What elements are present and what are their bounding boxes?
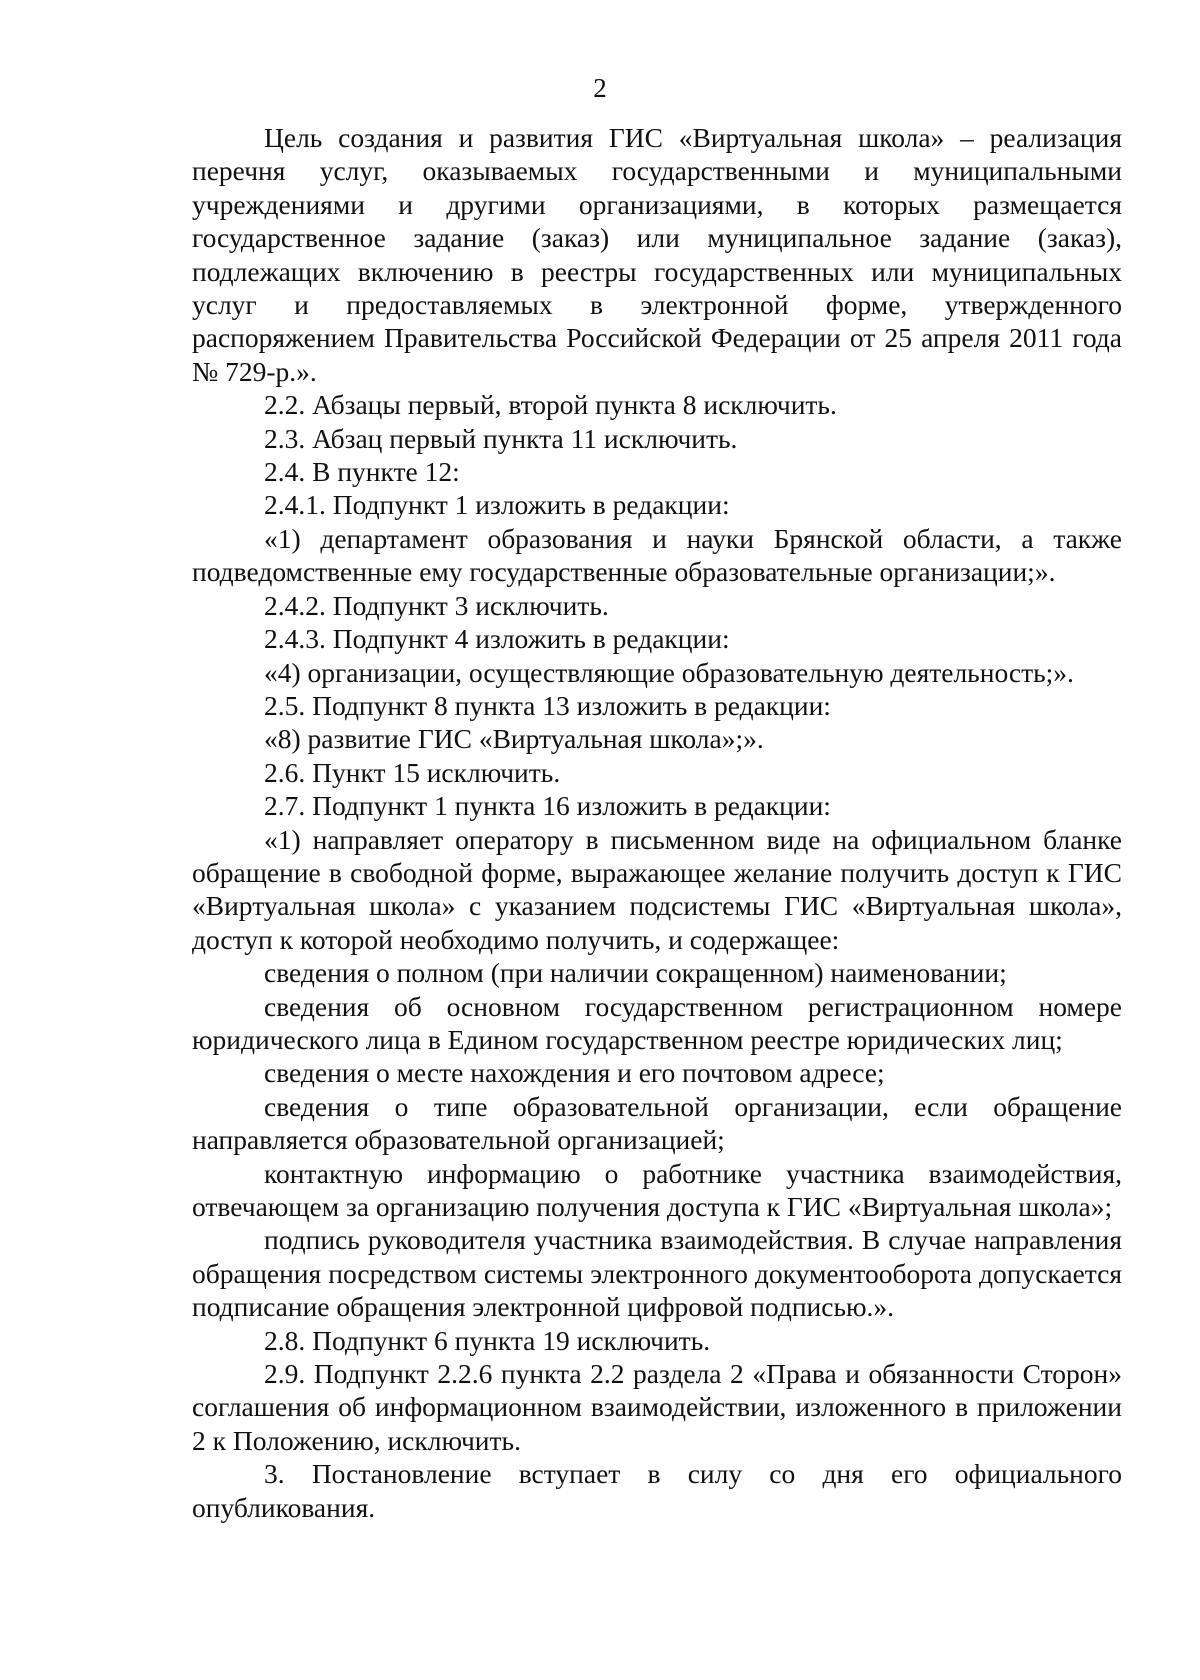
paragraph-subpoint-1-request: «1) направляет оператору в письменном виде на официальном бланке обращение в свободной форме, выражающее желание получить доступ к ГИС «Виртуальная школа» с указанием подсистемы ГИС «Виртуальная школа», доступ к которой необходимо получить, и содержащее: xyxy=(192,823,1122,955)
paragraph-2-4-2: 2.4.2. Подпункт 3 исключить. xyxy=(264,589,609,621)
paragraph-2-4-1: 2.4.1. Подпункт 1 изложить в редакции: xyxy=(264,489,730,521)
paragraph-2-2: 2.2. Абзацы первый, второй пункта 8 исключить. xyxy=(264,389,837,421)
paragraph-2-5: 2.5. Подпункт 8 пункта 13 изложить в редакции: xyxy=(264,689,831,721)
paragraph-2-7: 2.7. Подпункт 1 пункта 16 изложить в редакции: xyxy=(264,790,831,822)
paragraph-goal: Цель создания и развития ГИС «Виртуальная школа» – реализация перечня услуг, оказываемых государственными и муниципальными учреждениями и другими организациями, в которых размещается государственное задание (заказ) или муниципальное задание (заказ), подлежащих включению в реестры государственных или муниципальных услуг и предоставляемых в электронной форме, утвержденного распоряжением Правительства Российской Федерации от 25 апреля 2011 года № 729-р.». xyxy=(192,122,1122,387)
paragraph-2-4: 2.4. В пункте 12: xyxy=(264,456,460,488)
paragraph-3-effective: 3. Постановление вступает в силу со дня его официального опубликования. xyxy=(192,1458,1122,1523)
paragraph-2-3: 2.3. Абзац первый пункта 11 исключить. xyxy=(264,422,738,454)
paragraph-info-org-type: сведения о типе образовательной организации, если обращение направляется образовательной организацией; xyxy=(192,1090,1122,1156)
paragraph-info-name: сведения о полном (при наличии сокращенном) наименовании; xyxy=(264,957,1007,989)
paragraph-2-8: 2.8. Подпункт 6 пункта 19 исключить. xyxy=(264,1324,711,1356)
paragraph-info-signature: подпись руководителя участника взаимодействия. В случае направления обращения посредством системы электронного документооборота допускается подписание обращения электронной цифровой подписью.». xyxy=(192,1224,1122,1323)
paragraph-subpoint-1-department: «1) департамент образования и науки Брянской области, а также подведомственные ему государственные образовательные организации;». xyxy=(192,522,1122,588)
paragraph-info-contact: контактную информацию о работнике участника взаимодействия, отвечающем за организацию получения доступа к ГИС «Виртуальная школа»; xyxy=(192,1157,1122,1222)
paragraph-subpoint-8-development: «8) развитие ГИС «Виртуальная школа»;». xyxy=(264,723,764,755)
page-number: 2 xyxy=(593,73,607,103)
paragraph-2-4-3: 2.4.3. Подпункт 4 изложить в редакции: xyxy=(264,623,730,655)
paragraph-subpoint-4-organizations: «4) организации, осуществляющие образовательную деятельность;». xyxy=(264,656,1074,688)
paragraph-2-6: 2.6. Пункт 15 исключить. xyxy=(264,756,561,788)
paragraph-info-address: сведения о месте нахождения и его почтовом адресе; xyxy=(264,1057,885,1089)
paragraph-info-registration: сведения об основном государственном регистрационном номере юридического лица в Едином государственном реестре юридических лиц; xyxy=(192,990,1122,1055)
paragraph-2-9: 2.9. Подпункт 2.2.6 пункта 2.2 раздела 2 «Права и обязанности Сторон» соглашения об информационном взаимодействии, изложенного в приложении 2 к Положению, исключить. xyxy=(192,1358,1122,1456)
document-body xyxy=(192,121,1122,1524)
